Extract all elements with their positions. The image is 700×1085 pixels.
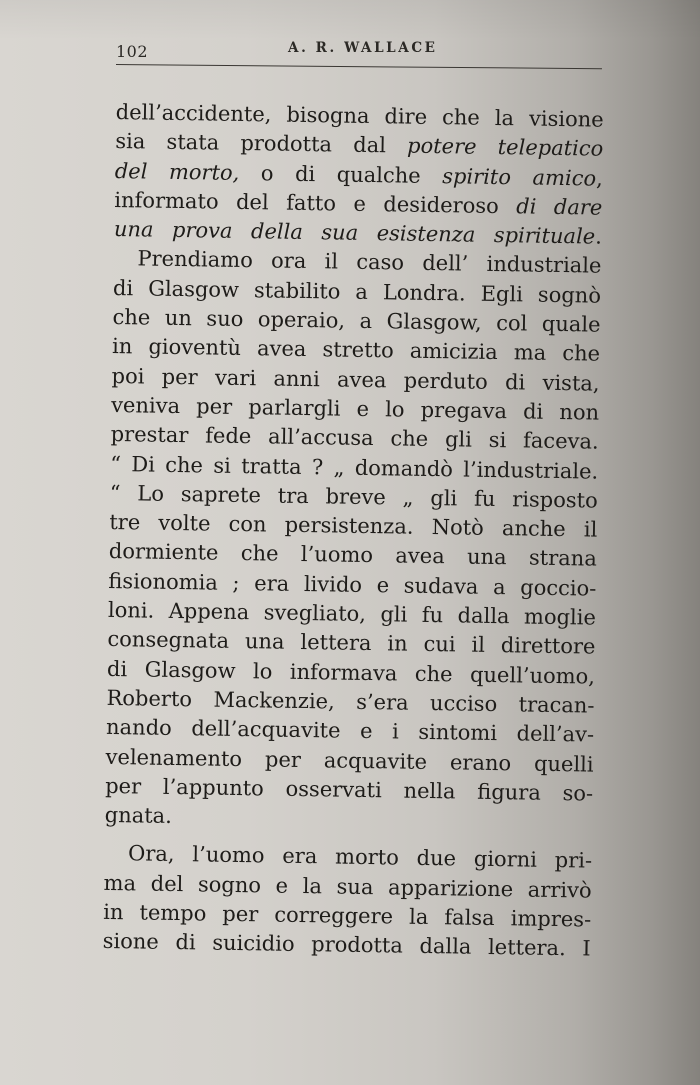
text-run: veniva per parlargli e lo pregava di non [110,392,600,425]
text-run: Prendiamo ora il caso dell’ industriale [137,246,602,279]
running-head [116,38,602,68]
text-run: dell’accidente, bisogna dire che la visione [115,99,604,132]
text-run: ma del sogno e la sua apparizione arrivò [103,870,592,903]
text-run: . [595,224,603,249]
text-run: “ Di che si tratta ? „ domandò l’industriale. [110,451,599,484]
text-run: in gioventù avea stretto amicizia ma che [111,334,601,367]
text-run: velenamento per acquavite erano quelli [105,744,594,777]
text-run: poi per vari anni avea perduto di vista, [111,363,600,396]
text-run: dormiente che l’uomo avea una strana [108,539,598,572]
text-run: prestar fede all’accusa che gli si faceva. [110,422,599,454]
page-number: 102 [116,42,149,61]
paragraph-2 [104,244,601,838]
text-run: sia stata prodotta dal [115,129,408,158]
running-head-author: A. R. WALLACE [288,40,438,56]
text-run: per l’appunto osservati nella figura so- [105,773,594,806]
italic-text: una prova della sua esistenza spirituale [113,217,596,249]
text-run: “ Lo saprete tra breve „ gli fu risposto [109,480,598,513]
text-run: , [595,166,603,191]
text-run: di Glasgow stabilito a Londra. Egli sognò [112,275,602,308]
text-run: fisionomia ; era livido e sudava a goccio- [108,568,597,601]
text-run: informato del fatto e desideroso [114,187,517,219]
text-run: gnata. [104,803,173,829]
text-run: o di qualche [239,160,443,188]
text-run: in tempo per correggere la falsa impres- [103,899,592,932]
text-run: Roberto Mackenzie, s’era ucciso tracan- [106,685,595,718]
text-run: sione di suicidio prodotta dalla lettera. I [102,929,591,961]
italic-text: spirito amico [442,163,597,191]
text-run: tre volte con persistenza. Notò anche il [109,510,598,542]
text-run: consegnata una lettera in cui il direttore [107,627,596,659]
text-run: che un suo operaio, a Glasgow, col quale [112,305,601,337]
text-line [103,927,591,964]
italic-text: del morto, [114,158,240,185]
text-run: di Glasgow lo informava che quell’uomo, [106,656,596,689]
italic-text: di dare [516,194,603,220]
text-run: Ora, l’uomo era morto due giorni pri- [127,841,593,873]
text-run: loni. Appena svegliato, gli fu dalla moglie [107,597,597,630]
paragraph-3 [103,839,593,964]
paragraph-1 [114,98,604,252]
italic-text: potere telepatico [406,133,604,161]
text-run: nando dell’acquavite e i sintomi dell’av- [105,715,595,747]
page-top-shading [0,0,700,40]
body-text [103,98,604,964]
